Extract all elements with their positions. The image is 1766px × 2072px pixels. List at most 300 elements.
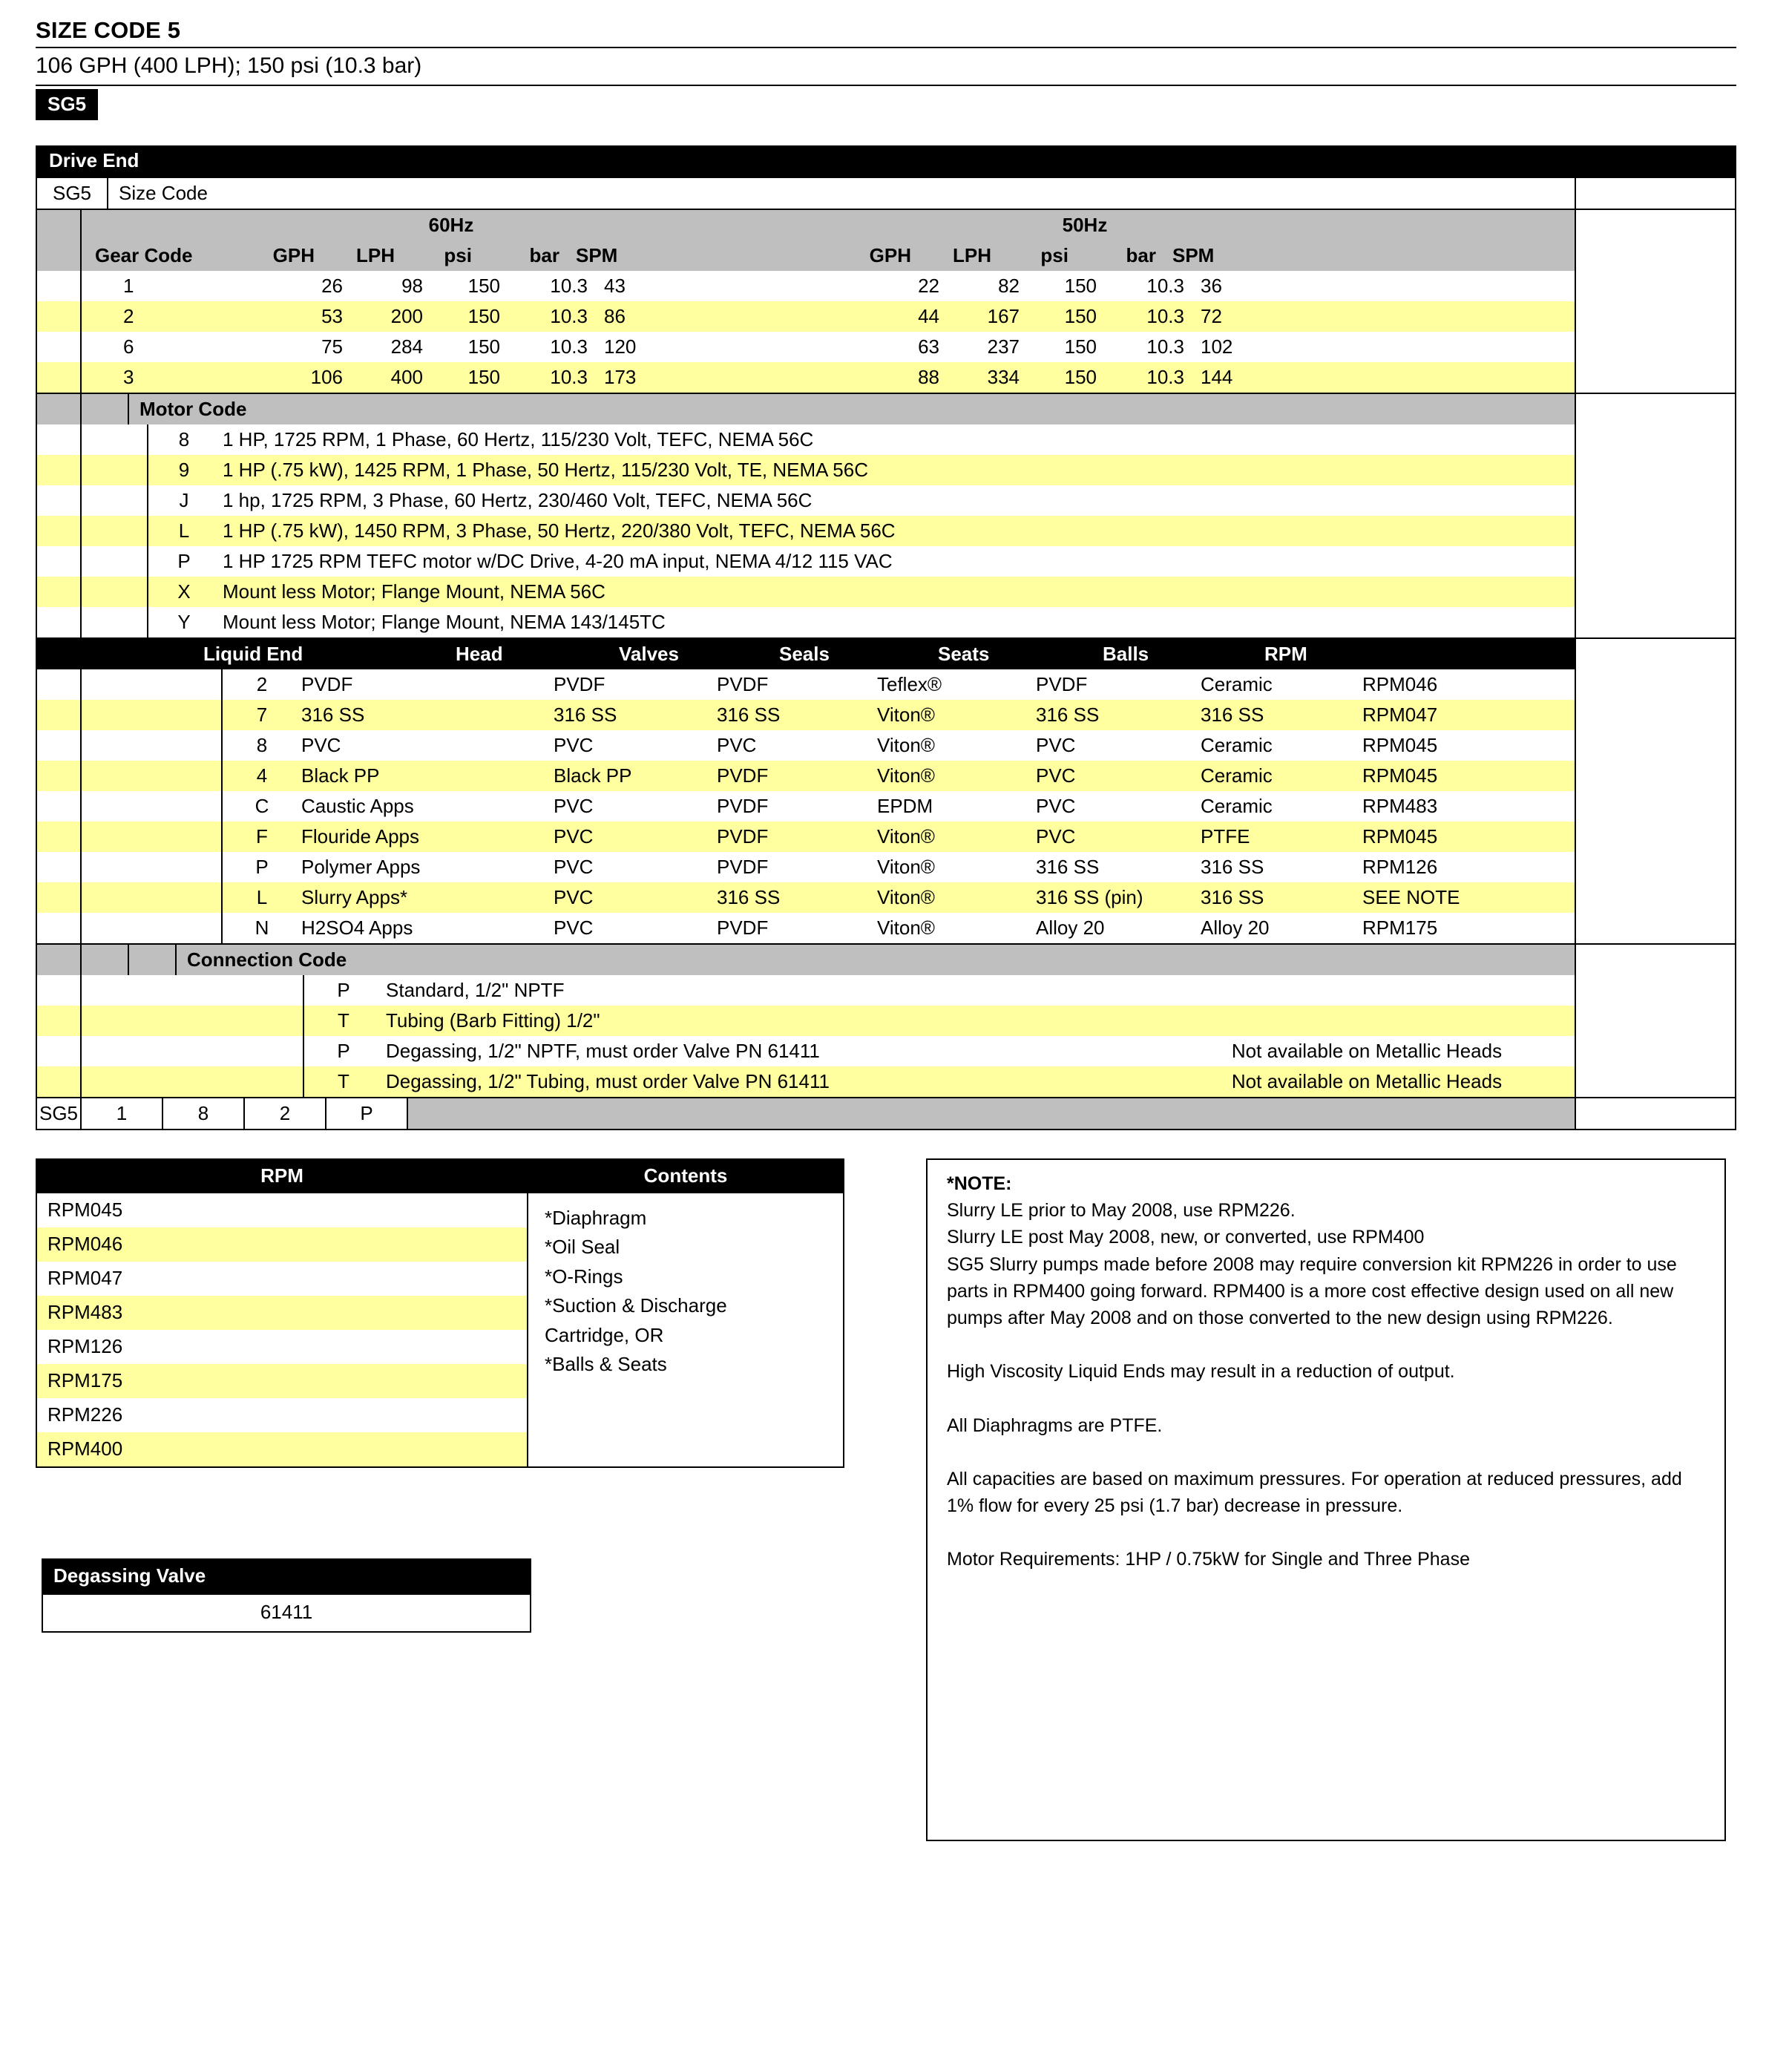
le-indent-1 bbox=[82, 791, 147, 822]
le-rpm: RPM175 bbox=[1362, 916, 1438, 939]
motor-row bbox=[37, 455, 1735, 485]
motor-desc: 1 HP (.75 kW), 1425 RPM, 1 Phase, 50 Hertz, 115/230 Volt, TE, NEMA 56C bbox=[223, 458, 868, 481]
le-valves: PVC bbox=[717, 733, 757, 756]
example-fill bbox=[408, 1098, 1575, 1129]
motor-code-header: Motor Code bbox=[139, 397, 247, 420]
gear-bar-50: 10.3 bbox=[1146, 335, 1184, 358]
motor-code-value: 9 bbox=[178, 458, 190, 481]
gear-psi-50: 150 bbox=[1064, 365, 1097, 388]
motor-indent bbox=[82, 577, 148, 607]
degassing-valve-header: Degassing Valve bbox=[43, 1560, 530, 1593]
gear-tail bbox=[1575, 362, 1735, 393]
le-valves: 316 SS bbox=[717, 703, 781, 726]
le-tail bbox=[1575, 882, 1735, 913]
le-tail bbox=[1575, 791, 1735, 822]
indent-col-1g bbox=[37, 700, 82, 730]
le-tail bbox=[1575, 852, 1735, 882]
example-tail bbox=[1575, 1098, 1735, 1129]
le-indent-1 bbox=[82, 822, 147, 852]
note-spacer bbox=[947, 1331, 1705, 1358]
indent-col-1g bbox=[37, 913, 82, 943]
con-tail bbox=[1575, 1006, 1735, 1036]
motor-tail bbox=[1575, 516, 1735, 546]
gear-spm-60: 86 bbox=[604, 304, 626, 327]
connection-code: T bbox=[338, 1009, 349, 1032]
le-seats: PVC bbox=[1036, 733, 1076, 756]
le-header-balls: Balls bbox=[1103, 642, 1149, 665]
indent-col-1f bbox=[37, 639, 82, 669]
le-head: PVC bbox=[554, 916, 594, 939]
motor-indent bbox=[82, 516, 148, 546]
connection-desc: Tubing (Barb Fitting) 1/2" bbox=[386, 1009, 600, 1032]
le-indent-1 bbox=[82, 669, 147, 700]
le-code: N bbox=[255, 916, 269, 939]
le-valves: PVDF bbox=[717, 855, 769, 878]
size-code-label: Size Code bbox=[119, 181, 208, 204]
gear-spm-60: 43 bbox=[604, 274, 626, 297]
indent-col-1c bbox=[37, 362, 82, 393]
gear-spm-50: 36 bbox=[1201, 274, 1222, 297]
con-indent-3 bbox=[221, 975, 304, 1006]
gear-gap bbox=[693, 332, 850, 362]
le-balls: PTFE bbox=[1201, 824, 1250, 848]
le-rpm: RPM045 bbox=[1362, 824, 1438, 848]
gear-code-value: 6 bbox=[123, 335, 134, 358]
gear-header-gap bbox=[665, 240, 822, 271]
note-spacer bbox=[947, 1386, 1705, 1412]
indent-col-2f bbox=[82, 639, 129, 669]
le-head: PVC bbox=[554, 824, 594, 848]
con-indent-3 bbox=[221, 1006, 304, 1036]
indent-col-1h bbox=[37, 945, 82, 975]
le-balls: Ceramic bbox=[1201, 794, 1273, 817]
le-rpm: SEE NOTE bbox=[1362, 885, 1460, 908]
indent-col-1g bbox=[37, 882, 82, 913]
le-head: PVC bbox=[554, 794, 594, 817]
gear-gph-60: 75 bbox=[321, 335, 343, 358]
gear-tail bbox=[1575, 332, 1735, 362]
le-balls: Ceramic bbox=[1201, 733, 1273, 756]
le-valves: PVDF bbox=[717, 672, 769, 695]
le-tail bbox=[1575, 822, 1735, 852]
connection-desc: Degassing, 1/2" NPTF, must order Valve PN 61411 bbox=[386, 1039, 820, 1062]
rpm-list-item: RPM226 bbox=[37, 1398, 527, 1432]
indent-col-1b bbox=[37, 240, 82, 271]
freq-spacer bbox=[82, 210, 147, 240]
le-indent-2 bbox=[147, 761, 223, 791]
connection-code-tail bbox=[1575, 945, 1735, 975]
indent-col-1i bbox=[37, 1066, 82, 1097]
liquid-end-row bbox=[37, 852, 1735, 882]
connection-code: T bbox=[338, 1069, 349, 1092]
le-indent-2 bbox=[147, 700, 223, 730]
indent-col-1g bbox=[37, 761, 82, 791]
le-head: PVDF bbox=[554, 672, 605, 695]
gear-gap bbox=[693, 301, 850, 332]
le-liquid-end: Black PP bbox=[301, 764, 380, 787]
gear-header-bar-60: bar bbox=[529, 243, 559, 266]
gear-tail bbox=[1575, 301, 1735, 332]
gear-bar-50: 10.3 bbox=[1146, 304, 1184, 327]
sg5-tag-row bbox=[36, 89, 1736, 120]
connection-note bbox=[1159, 1006, 1575, 1036]
le-indent-1 bbox=[82, 852, 147, 882]
freq-tail bbox=[1575, 210, 1735, 240]
le-code: 8 bbox=[256, 733, 268, 756]
le-seats: 316 SS bbox=[1036, 855, 1100, 878]
le-head: PVC bbox=[554, 885, 594, 908]
connection-note: Not available on Metallic Heads bbox=[1231, 1069, 1503, 1092]
motor-code-header-row bbox=[37, 393, 1735, 424]
le-seals: Teflex® bbox=[877, 672, 942, 695]
le-header-rpm: RPM bbox=[1264, 642, 1307, 665]
motor-row bbox=[37, 424, 1735, 455]
gear-code-header: Gear Code bbox=[95, 243, 193, 266]
le-tail bbox=[1575, 913, 1735, 943]
le-seals: EPDM bbox=[877, 794, 933, 817]
liquid-end-row bbox=[37, 822, 1735, 852]
le-indent-2 bbox=[147, 822, 223, 852]
indent-col-1e bbox=[37, 424, 82, 455]
le-balls: Alloy 20 bbox=[1201, 916, 1270, 939]
le-balls: Ceramic bbox=[1201, 672, 1273, 695]
le-liquid-end: 316 SS bbox=[301, 703, 365, 726]
le-seals: Viton® bbox=[877, 916, 935, 939]
le-seals: Viton® bbox=[877, 824, 935, 848]
motor-code-value: X bbox=[177, 580, 191, 603]
le-code: C bbox=[255, 794, 269, 817]
contents-column bbox=[528, 1160, 843, 1466]
size-code-tail bbox=[1575, 178, 1735, 209]
gear-bar-50: 10.3 bbox=[1146, 274, 1184, 297]
le-tail bbox=[1575, 700, 1735, 730]
motor-row bbox=[37, 485, 1735, 516]
con-indent-2 bbox=[147, 975, 221, 1006]
example-connection-code: P bbox=[326, 1098, 408, 1129]
le-valves: PVDF bbox=[717, 794, 769, 817]
motor-indent bbox=[82, 546, 148, 577]
le-valves: PVDF bbox=[717, 764, 769, 787]
connection-code: P bbox=[337, 1039, 350, 1062]
gear-psi-50: 150 bbox=[1064, 274, 1097, 297]
title-divider bbox=[36, 47, 1736, 48]
liquid-end-row bbox=[37, 730, 1735, 761]
le-seals: Viton® bbox=[877, 855, 935, 878]
indent-col-1 bbox=[37, 210, 82, 240]
le-header-seats: Seats bbox=[938, 642, 990, 665]
liquid-end-row bbox=[37, 791, 1735, 822]
configuration-table bbox=[36, 145, 1736, 1130]
indent-col-1e bbox=[37, 516, 82, 546]
note-title: *NOTE: bbox=[947, 1173, 1012, 1194]
connection-code: P bbox=[337, 978, 350, 1001]
le-liquid-end: Polymer Apps bbox=[301, 855, 421, 878]
motor-row bbox=[37, 607, 1735, 637]
le-valves: 316 SS bbox=[717, 885, 781, 908]
le-indent-2 bbox=[147, 913, 223, 943]
le-indent-1 bbox=[82, 882, 147, 913]
indent-col-3h bbox=[129, 945, 177, 975]
con-indent-1 bbox=[82, 1006, 147, 1036]
title-divider-2 bbox=[36, 85, 1736, 86]
gear-spm-60: 173 bbox=[604, 365, 637, 388]
gear-gph-50: 63 bbox=[918, 335, 939, 358]
con-tail bbox=[1575, 1066, 1735, 1097]
gear-header-bar-50: bar bbox=[1126, 243, 1156, 266]
con-indent-2 bbox=[147, 1036, 221, 1066]
gear-lph-60: 200 bbox=[390, 304, 423, 327]
motor-row bbox=[37, 516, 1735, 546]
example-liquid-end-code: 2 bbox=[245, 1098, 326, 1129]
gear-bar-60: 10.3 bbox=[550, 335, 588, 358]
le-balls: 316 SS bbox=[1201, 703, 1264, 726]
gear-psi-60: 150 bbox=[467, 335, 500, 358]
gear-gph-50: 88 bbox=[918, 365, 939, 388]
contents-column-header: Contents bbox=[528, 1160, 843, 1193]
note-paragraph: Motor Requirements: 1HP / 0.75kW for Single and Three Phase bbox=[947, 1549, 1470, 1570]
gear-gap bbox=[693, 271, 850, 301]
le-balls: Ceramic bbox=[1201, 764, 1273, 787]
degassing-valve-table bbox=[42, 1558, 531, 1633]
motor-desc: 1 HP 1725 RPM TEFC motor w/DC Drive, 4-20 mA input, NEMA 4/12 115 VAC bbox=[223, 549, 893, 572]
le-tail bbox=[1575, 730, 1735, 761]
liquid-end-row bbox=[37, 669, 1735, 700]
motor-tail bbox=[1575, 577, 1735, 607]
motor-tail bbox=[1575, 455, 1735, 485]
rpm-list-item: RPM483 bbox=[37, 1296, 527, 1330]
le-code: 4 bbox=[256, 764, 268, 787]
indent-col-1c bbox=[37, 271, 82, 301]
note-box bbox=[926, 1158, 1726, 1841]
le-seats: PVC bbox=[1036, 764, 1076, 787]
example-size-code: SG5 bbox=[37, 1098, 82, 1129]
gear-gph-60: 26 bbox=[321, 274, 343, 297]
motor-tail bbox=[1575, 607, 1735, 637]
le-code: 2 bbox=[256, 672, 268, 695]
gear-spm-50: 102 bbox=[1201, 335, 1233, 358]
connection-code-header-row bbox=[37, 943, 1735, 975]
motor-code-value: P bbox=[177, 549, 191, 572]
le-header-seals: Seals bbox=[779, 642, 830, 665]
le-header-valves: Valves bbox=[619, 642, 679, 665]
indent-col-1c bbox=[37, 301, 82, 332]
le-code: 7 bbox=[256, 703, 268, 726]
example-gear-code: 1 bbox=[82, 1098, 163, 1129]
gear-psi-60: 150 bbox=[467, 274, 500, 297]
gear-gph-50: 44 bbox=[918, 304, 939, 327]
rpm-column bbox=[37, 1160, 528, 1466]
le-header-liquid-end: Liquid End bbox=[203, 642, 303, 665]
le-head: Black PP bbox=[554, 764, 632, 787]
rpm-contents-table bbox=[36, 1158, 844, 1468]
drive-end-header: Drive End bbox=[37, 145, 1735, 177]
le-balls: 316 SS bbox=[1201, 855, 1264, 878]
le-indent bbox=[129, 639, 203, 669]
sg5-tag: SG5 bbox=[36, 89, 98, 120]
contents-line: *Diaphragm bbox=[545, 1206, 647, 1229]
gear-row bbox=[37, 332, 1735, 362]
motor-tail bbox=[1575, 424, 1735, 455]
liquid-end-row bbox=[37, 700, 1735, 730]
indent-col-1i bbox=[37, 1006, 82, 1036]
gear-header-gph-50: GPH bbox=[869, 243, 911, 266]
con-tail bbox=[1575, 975, 1735, 1006]
degassing-valve-part-number: 61411 bbox=[43, 1593, 530, 1631]
indent-col-2 bbox=[82, 394, 129, 424]
gear-psi-50: 150 bbox=[1064, 335, 1097, 358]
le-rpm: RPM047 bbox=[1362, 703, 1438, 726]
indent-col-1c bbox=[37, 332, 82, 362]
motor-desc: 1 HP, 1725 RPM, 1 Phase, 60 Hertz, 115/230 Volt, TEFC, NEMA 56C bbox=[223, 427, 814, 450]
gear-bar-60: 10.3 bbox=[550, 274, 588, 297]
le-seats: 316 SS bbox=[1036, 703, 1100, 726]
motor-desc: 1 HP (.75 kW), 1450 RPM, 3 Phase, 50 Hertz, 220/380 Volt, TEFC, NEMA 56C bbox=[223, 519, 896, 542]
motor-code-tail bbox=[1575, 394, 1735, 424]
gear-spm-50: 144 bbox=[1201, 365, 1233, 388]
motor-code-value: Y bbox=[177, 610, 191, 633]
le-rpm: RPM126 bbox=[1362, 855, 1438, 878]
lower-section bbox=[36, 1158, 1736, 1841]
le-seals: Viton® bbox=[877, 703, 935, 726]
motor-desc: 1 hp, 1725 RPM, 3 Phase, 60 Hertz, 230/460 Volt, TEFC, NEMA 56C bbox=[223, 488, 813, 511]
gear-psi-50: 150 bbox=[1064, 304, 1097, 327]
indent-col-1i bbox=[37, 1036, 82, 1066]
indent-col-1d bbox=[37, 394, 82, 424]
gear-bar-60: 10.3 bbox=[550, 304, 588, 327]
indent-col-1g bbox=[37, 822, 82, 852]
motor-indent bbox=[82, 424, 148, 455]
le-head: PVC bbox=[554, 733, 594, 756]
note-spacer bbox=[947, 1519, 1705, 1546]
note-paragraph: All capacities are based on maximum pressures. For operation at reduced pressures, add 1% flow for every 25 psi (1.7 bar) decrease in pressure. bbox=[947, 1468, 1682, 1516]
con-indent-1 bbox=[82, 975, 147, 1006]
page-title: SIZE CODE 5 bbox=[36, 17, 181, 43]
connection-note bbox=[1159, 975, 1575, 1006]
connection-desc: Degassing, 1/2" Tubing, must order Valve PN 61411 bbox=[386, 1069, 830, 1092]
gear-code-value: 3 bbox=[123, 365, 134, 388]
contents-line: *O-Rings bbox=[545, 1265, 623, 1288]
gear-header-lph-60: LPH bbox=[356, 243, 395, 266]
indent-col-1g bbox=[37, 791, 82, 822]
indent-col-1g bbox=[37, 852, 82, 882]
gear-header-gph-60: GPH bbox=[272, 243, 315, 266]
gear-header-tail bbox=[1575, 240, 1735, 271]
header-60hz: 60Hz bbox=[428, 213, 474, 236]
gear-lph-60: 98 bbox=[401, 274, 423, 297]
gear-header-psi-60: psi bbox=[444, 243, 472, 266]
le-valves: PVDF bbox=[717, 916, 769, 939]
le-valves: PVDF bbox=[717, 824, 769, 848]
motor-indent bbox=[82, 485, 148, 516]
indent-col-1e bbox=[37, 577, 82, 607]
le-seats: PVC bbox=[1036, 794, 1076, 817]
gear-lph-50: 334 bbox=[987, 365, 1020, 388]
indent-col-1e bbox=[37, 607, 82, 637]
gear-header-lph-50: LPH bbox=[953, 243, 991, 266]
rpm-list-item: RPM046 bbox=[37, 1227, 527, 1262]
page-subtitle: 106 GPH (400 LPH); 150 psi (10.3 bar) bbox=[36, 53, 422, 78]
le-seals: Viton® bbox=[877, 885, 935, 908]
gear-psi-60: 150 bbox=[467, 365, 500, 388]
note-spacer bbox=[947, 1439, 1705, 1466]
le-indent-2 bbox=[147, 852, 223, 882]
gear-header-spm-50: SPM bbox=[1172, 243, 1215, 266]
size-code-value: SG5 bbox=[37, 178, 108, 209]
note-paragraph: SG5 Slurry pumps made before 2008 may require conversion kit RPM226 in order to use parts in RPM400 going forward. RPM400 is a more cost effective design used on all new pumps after May 2008 and on those converted to the new design using RPM226. bbox=[947, 1253, 1677, 1328]
le-indent-2 bbox=[147, 882, 223, 913]
motor-code-value: J bbox=[179, 488, 189, 511]
le-seats: 316 SS (pin) bbox=[1036, 885, 1143, 908]
le-tail bbox=[1575, 669, 1735, 700]
le-indent-2 bbox=[147, 791, 223, 822]
indent-col-1e bbox=[37, 485, 82, 516]
le-seals: Viton® bbox=[877, 764, 935, 787]
gear-row bbox=[37, 271, 1735, 301]
le-indent-2 bbox=[147, 730, 223, 761]
rpm-list-item: RPM045 bbox=[37, 1193, 527, 1227]
gear-lph-50: 167 bbox=[987, 304, 1020, 327]
gear-gph-60: 53 bbox=[321, 304, 343, 327]
gear-spm-50: 72 bbox=[1201, 304, 1222, 327]
le-liquid-end: PVDF bbox=[301, 672, 353, 695]
rpm-list-item: RPM126 bbox=[37, 1330, 527, 1364]
rpm-list-item: RPM400 bbox=[37, 1432, 527, 1466]
gear-bar-60: 10.3 bbox=[550, 365, 588, 388]
contents-line: *Oil Seal bbox=[545, 1236, 620, 1259]
gear-gap bbox=[693, 362, 850, 393]
example-code-row bbox=[37, 1097, 1735, 1129]
le-balls: 316 SS bbox=[1201, 885, 1264, 908]
motor-tail bbox=[1575, 546, 1735, 577]
gear-lph-60: 284 bbox=[390, 335, 423, 358]
liquid-end-row bbox=[37, 761, 1735, 791]
note-paragraph: High Viscosity Liquid Ends may result in a reduction of output. bbox=[947, 1361, 1455, 1383]
gear-lph-50: 82 bbox=[998, 274, 1020, 297]
motor-row bbox=[37, 577, 1735, 607]
motor-indent bbox=[82, 607, 148, 637]
con-indent-2 bbox=[147, 1066, 221, 1097]
gear-spm-60: 120 bbox=[604, 335, 637, 358]
con-indent-1 bbox=[82, 1036, 147, 1066]
page-title-block bbox=[36, 16, 1736, 86]
lower-left-column bbox=[36, 1158, 844, 1633]
le-seats: Alloy 20 bbox=[1036, 916, 1105, 939]
connection-row bbox=[37, 975, 1735, 1006]
gear-psi-60: 150 bbox=[467, 304, 500, 327]
le-seals: Viton® bbox=[877, 733, 935, 756]
connection-row bbox=[37, 1036, 1735, 1066]
contents-line: Cartridge, OR bbox=[545, 1323, 664, 1346]
le-head: 316 SS bbox=[554, 703, 617, 726]
le-rpm: RPM045 bbox=[1362, 733, 1438, 756]
rpm-list-item: RPM175 bbox=[37, 1364, 527, 1398]
motor-desc: Mount less Motor; Flange Mount, NEMA 56C bbox=[223, 580, 605, 603]
gear-gph-50: 22 bbox=[918, 274, 939, 297]
le-code: L bbox=[256, 885, 268, 908]
le-liquid-end: H2SO4 Apps bbox=[301, 916, 413, 939]
le-indent-1 bbox=[82, 700, 147, 730]
motor-desc: Mount less Motor; Flange Mount, NEMA 143/145TC bbox=[223, 610, 666, 633]
motor-row bbox=[37, 546, 1735, 577]
gear-gph-60: 106 bbox=[310, 365, 343, 388]
le-liquid-end: PVC bbox=[301, 733, 341, 756]
le-rpm: RPM045 bbox=[1362, 764, 1438, 787]
le-head: PVC bbox=[554, 855, 594, 878]
connection-code-header: Connection Code bbox=[187, 948, 347, 971]
connection-note: Not available on Metallic Heads bbox=[1231, 1039, 1503, 1062]
le-tail bbox=[1575, 761, 1735, 791]
indent-col-1g bbox=[37, 730, 82, 761]
